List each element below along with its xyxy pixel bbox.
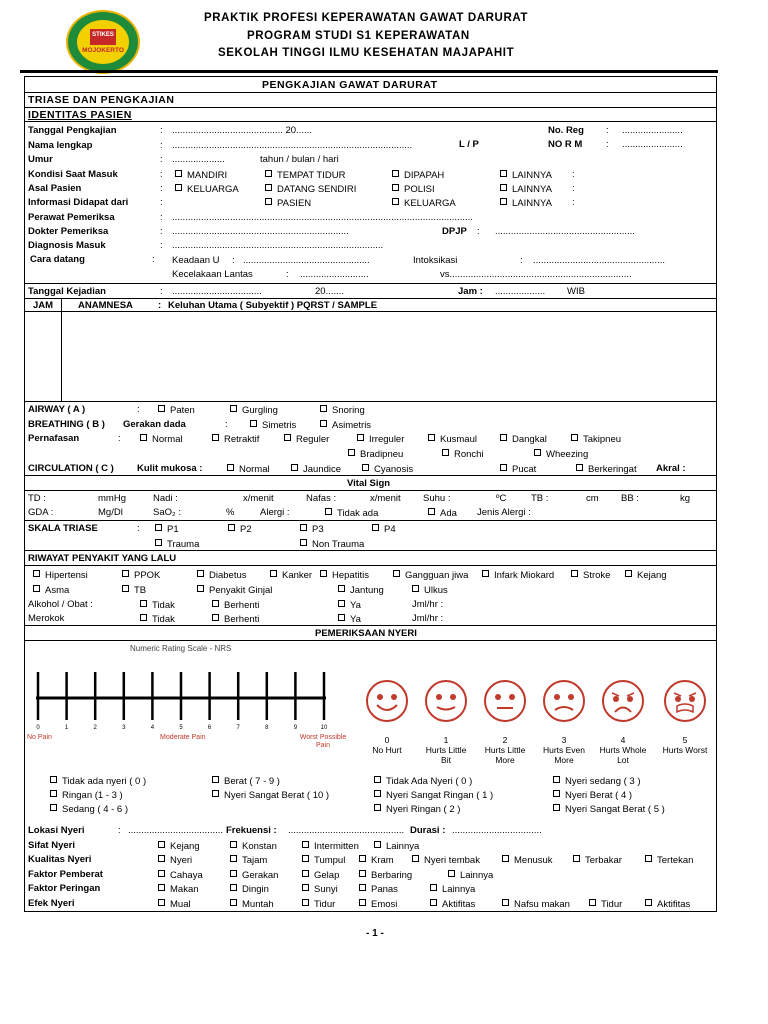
nyeri-opt-ringan[interactable]: Ringan (1 - 3 ) (50, 790, 123, 801)
kejadian-field[interactable]: .................................. (172, 286, 262, 297)
identitas-title: IDENTITAS PASIEN (28, 109, 132, 121)
face-4-caption: 4 Hurts Whole Lot (599, 735, 647, 765)
asal-label: Asal Pasien (28, 183, 82, 194)
pernafasan-opt-3[interactable]: Reguler (284, 434, 329, 445)
col-anamnesa: ANAMNESA (78, 300, 133, 311)
umur-label: Umur (28, 154, 53, 165)
nyeri-title: PEMERIKSAAN NYERI (315, 628, 417, 639)
noreg-label: No. Reg (548, 125, 584, 136)
norm-label: NO R M (548, 139, 583, 150)
nafas-label: Nafas : (306, 493, 337, 504)
airway-opt-1[interactable]: Paten (158, 405, 195, 416)
header-line-3: SEKOLAH TINGGI ILMU KESEHATAN MAJAPAHIT (218, 47, 515, 59)
nrs-tick-labels (36, 725, 328, 730)
circulation-label: CIRCULATION ( C ) (28, 463, 114, 474)
alkohol-opt-tidak[interactable]: Tidak (140, 600, 175, 611)
info-label: Informasi Didapat dari (28, 197, 129, 208)
riwayat-opt-jantung[interactable]: Jantung (338, 585, 384, 596)
merokok-opt-ya[interactable]: Ya (338, 614, 361, 625)
vs-field[interactable]: vs..................................................................... (440, 269, 632, 280)
dpjp-field[interactable]: ..................................................... (495, 226, 635, 237)
sifat-opt-1[interactable]: Kejang (158, 841, 200, 852)
asal-opt-4[interactable]: LAINNYA (500, 184, 552, 195)
nyeri-face-opt-1[interactable]: Nyeri Sangat Ringan ( 1 ) (374, 790, 493, 801)
nyeri-face-opt-5[interactable]: Nyeri Sangat Berat ( 5 ) (553, 804, 665, 815)
skala-opt-trauma[interactable]: Trauma (155, 539, 199, 550)
face-0-caption: 0 No Hurt (372, 735, 402, 755)
riwayat-opt-hepatitis[interactable]: Hepatitis (320, 570, 369, 581)
nrs-high-label: Worst Possible Pain (299, 734, 347, 750)
nadi-unit: x/menit (243, 493, 274, 504)
kulit-opt-5[interactable]: Berkeringat (576, 464, 637, 475)
pemberat-opt-1[interactable]: Cahaya (158, 870, 203, 881)
kulit-opt-2[interactable]: Jaundice (291, 464, 341, 475)
face-5-icon[interactable] (664, 680, 706, 722)
suhu-unit: ºC (496, 493, 507, 504)
nrs-tick-label-7: 7 (236, 725, 240, 730)
nyeri-face-opt-3[interactable]: Nyeri sedang ( 3 ) (553, 776, 641, 787)
jam-label: Jam : (458, 286, 483, 297)
dokter-field[interactable]: ................................................................... (172, 226, 349, 237)
kondisi-label: Kondisi Saat Masuk (28, 169, 118, 180)
pernafasan-opt-5[interactable]: Kusmaul (428, 434, 477, 445)
kecelakaan-label: Kecelakaan Lantas (172, 269, 253, 280)
intoks-field[interactable]: .................................................. (533, 255, 665, 266)
nyeri-face-opt-2[interactable]: Nyeri Ringan ( 2 ) (374, 804, 460, 815)
info-opt-1[interactable]: PASIEN (265, 198, 311, 209)
pemberat-opt-4[interactable]: Berbaring (359, 870, 412, 881)
triase-title: TRIASE DAN PENGKAJIAN (28, 94, 175, 106)
kulit-opt-1[interactable]: Normal (227, 464, 270, 475)
nrs-tick-label-9: 9 (293, 725, 298, 730)
face-1-caption: 1 Hurts Little Bit (425, 735, 467, 765)
kondisi-opt-1[interactable]: MANDIRI (175, 170, 227, 181)
nrs-tick-label-5: 5 (179, 725, 183, 730)
sao2-unit: % (226, 507, 235, 518)
pernafasan-opt-6[interactable]: Dangkal (500, 434, 547, 445)
skala-label: SKALA TRIASE (28, 523, 98, 534)
kualitas-label: Kualitas Nyeri (28, 854, 92, 865)
peringan-opt-2[interactable]: Dingin (230, 884, 269, 895)
riwayat-opt-kejang[interactable]: Kejang (625, 570, 667, 581)
kondisi-opt-3[interactable]: DIPAPAH (392, 170, 444, 181)
face-2-icon[interactable] (484, 680, 526, 722)
pernafasan-opt-7[interactable]: Takipneu (571, 434, 621, 445)
efek-opt-2[interactable]: Muntah (230, 899, 274, 910)
nyeri-face-opt-4[interactable]: Nyeri Berat ( 4 ) (553, 790, 632, 801)
lokasi-label: Lokasi Nyeri (28, 825, 85, 836)
pernafasan-opt-4[interactable]: Irreguler (357, 434, 404, 445)
info-opt-3[interactable]: LAINNYA (500, 198, 552, 209)
akral-label: Akral : (656, 463, 686, 474)
sao2-label: SaO₂ : (153, 507, 181, 518)
efek-opt-8[interactable]: Aktifitas (645, 899, 690, 910)
sifat-opt-2[interactable]: Konstan (230, 841, 277, 852)
alergi-opt-2[interactable]: Ada (428, 508, 457, 519)
durasi-label: Durasi : (410, 825, 446, 836)
col-jam: JAM (33, 300, 54, 311)
sifat-opt-3[interactable]: Intermitten (302, 841, 359, 852)
nrs-mid-label: Moderate Pain (160, 734, 206, 741)
pernafasan-opt-10[interactable]: Wheezing (534, 449, 588, 460)
pernafasan-opt-8[interactable]: Bradipneu (348, 449, 403, 460)
gda-label: GDA : (28, 507, 54, 518)
face-3-caption: 3 Hurts Even More (542, 735, 586, 765)
nyeri-opt-berat[interactable]: Berat ( 7 - 9 ) (212, 776, 280, 787)
td-label: TD : (28, 493, 46, 504)
bb-label: BB : (621, 493, 639, 504)
kejadian-year[interactable]: 20....... (315, 286, 345, 297)
pernafasan-label: Pernafasan (28, 433, 80, 444)
alergi-label: Alergi : (260, 507, 290, 518)
suhu-label: Suhu : (423, 493, 451, 504)
airway-opt-3[interactable]: Snoring (320, 405, 365, 416)
riwayat-opt-gangguan-jiwa[interactable]: Gangguan jiwa (393, 570, 468, 581)
kulit-label: Kulit mukosa : (137, 463, 203, 474)
kecelakaan-field[interactable]: .......................... (300, 269, 369, 280)
alkohol-opt-berhenti[interactable]: Berhenti (212, 600, 259, 611)
riwayat-opt-ppok[interactable]: PPOK (122, 570, 160, 581)
keadaan-field[interactable]: ................................................ (243, 255, 370, 266)
skala-opt-nontrauma[interactable]: Non Trauma (300, 539, 364, 550)
kualitas-opt-2[interactable]: Tajam (230, 855, 267, 866)
riwayat-opt-diabetus[interactable]: Diabetus (197, 570, 247, 581)
dokter-label: Dokter Pemeriksa (28, 226, 109, 237)
col-keluhan: Keluhan Utama ( Subyektif ) PQRST / SAMPLE (168, 300, 378, 311)
nafas-unit: x/menit (370, 493, 401, 504)
mmhg-unit: mmHg (98, 493, 126, 504)
diagnosis-field[interactable]: ................................................................................ (172, 240, 384, 251)
nrs-low-label: No Pain (27, 734, 52, 741)
norm-field[interactable]: ....................... (622, 139, 683, 150)
efek-opt-6[interactable]: Nafsu makan (502, 899, 570, 910)
face-4-icon[interactable] (602, 680, 644, 722)
alergi-opt-1[interactable]: Tidak ada (325, 508, 378, 519)
nadi-label: Nadi : (153, 493, 178, 504)
logo (66, 10, 140, 74)
face-1-icon[interactable] (425, 680, 467, 722)
kualitas-opt-6[interactable]: Menusuk (502, 855, 553, 866)
pemberat-opt-2[interactable]: Gerakan (230, 870, 278, 881)
gerakan-opt-2[interactable]: Asimetris (320, 420, 371, 431)
kualitas-opt-4[interactable]: Kram (359, 855, 394, 866)
keadaan-label: Keadaan U (172, 255, 220, 266)
riwayat-opt-ginjal[interactable]: Penyakit Ginjal (197, 585, 272, 596)
nyeri-opt-sedang[interactable]: Sedang ( 4 - 6 ) (50, 804, 128, 815)
asal-opt-3[interactable]: POLISI (392, 184, 435, 195)
peringan-opt-5[interactable]: Lainnya (430, 884, 475, 895)
merokok-opt-berhenti[interactable]: Berhenti (212, 614, 259, 625)
merokok-label: Merokok (28, 613, 65, 624)
logo-bottom-text: MOJOKERTO (82, 47, 124, 54)
asal-opt-1[interactable]: KELUARGA (175, 184, 239, 195)
pemberat-opt-3[interactable]: Gelap (302, 870, 339, 881)
kejadian-label: Tanggal Kejadian (28, 286, 106, 297)
header-line-1: PRAKTIK PROFESI KEPERAWATAN GAWAT DARURAT (204, 12, 529, 24)
umur-field[interactable]: .................... (172, 154, 225, 165)
frekuensi-label: Frekuensi : (226, 825, 277, 836)
nyeri-opt-sangat-berat[interactable]: Nyeri Sangat Berat ( 10 ) (212, 790, 329, 801)
nama-field[interactable]: ........................................................................................... (172, 140, 413, 151)
face-5-caption: 5 Hurts Worst (662, 735, 708, 755)
face-2-caption: 2 Hurts Little More (484, 735, 526, 765)
kualitas-opt-3[interactable]: Tumpul (302, 855, 345, 866)
efek-opt-3[interactable]: Tidur (302, 899, 335, 910)
gda-unit: Mg/Dl (98, 507, 123, 518)
riwayat-opt-kanker[interactable]: Kanker (270, 570, 312, 581)
sifat-opt-4[interactable]: Lainnya (374, 841, 419, 852)
breathing-label: BREATHING ( B ) (28, 419, 105, 430)
gerakan-label: Gerakan dada (123, 419, 186, 430)
kualitas-opt-5[interactable]: Nyeri tembak (412, 855, 480, 866)
asal-opt-2[interactable]: DATANG SENDIRI (265, 184, 356, 195)
jam-field[interactable]: ................... (495, 286, 546, 297)
efek-opt-7[interactable]: Tidur (589, 899, 622, 910)
skala-opt-p3[interactable]: P3 (300, 524, 324, 535)
pemberat-opt-5[interactable]: Lainnya (448, 870, 493, 881)
sifat-label: Sifat Nyeri (28, 840, 75, 851)
alkohol-jml[interactable]: Jml/hr : (412, 599, 444, 610)
bb-unit: kg (680, 493, 691, 504)
riwayat-opt-asma[interactable]: Asma (33, 585, 69, 596)
riwayat-opt-ulkus[interactable]: Ulkus (412, 585, 448, 596)
efek-opt-1[interactable]: Mual (158, 899, 191, 910)
nrs-title: Numeric Rating Scale - NRS (130, 644, 232, 653)
nrs-ticks (38, 672, 324, 720)
nrs-tick-label-6: 6 (207, 725, 212, 730)
umur-units: tahun / bulan / hari (260, 154, 339, 165)
peringan-opt-1[interactable]: Makan (158, 884, 199, 895)
merokok-opt-tidak[interactable]: Tidak (140, 614, 175, 625)
nrs-tick-label-1: 1 (64, 725, 69, 730)
alkohol-label: Alkohol / Obat : (28, 599, 93, 610)
info-opt-2[interactable]: KELUARGA (392, 198, 456, 209)
dpjp-label: DPJP (442, 226, 467, 237)
nama-label: Nama lengkap (28, 140, 93, 151)
riwayat-opt-hipertensi[interactable]: Hipertensi (33, 570, 88, 581)
skala-opt-p4[interactable]: P4 (372, 524, 396, 535)
lokasi-field[interactable]: .................................... (128, 825, 224, 836)
face-0-icon[interactable] (366, 680, 408, 722)
nrs-tick-label-10: 10 (320, 725, 328, 730)
page-number: - 1 - (366, 928, 384, 939)
efek-label: Efek Nyeri (28, 898, 75, 909)
kulit-opt-4[interactable]: Pucat (500, 464, 536, 475)
riwayat-title: RIWAYAT PENYAKIT YANG LALU (28, 553, 177, 564)
kulit-opt-3[interactable]: Cyanosis (362, 464, 413, 475)
peringan-opt-4[interactable]: Panas (359, 884, 398, 895)
wib-label: WIB (567, 286, 585, 297)
skala-opt-p1[interactable]: P1 (155, 524, 179, 535)
efek-opt-4[interactable]: Emosi (359, 899, 397, 910)
lp-label[interactable]: L / P (459, 139, 479, 150)
kualitas-opt-1[interactable]: Nyeri (158, 855, 192, 866)
nrs-scale (30, 668, 340, 730)
kondisi-opt-4[interactable]: LAINNYA (500, 170, 552, 181)
kondisi-opt-2[interactable]: TEMPAT TIDUR (265, 170, 345, 181)
nyeri-face-opt-0[interactable]: Tidak Ada Nyeri ( 0 ) (374, 776, 472, 787)
efek-opt-5[interactable]: Aktifitas (430, 899, 475, 910)
face-3-icon[interactable] (543, 680, 585, 722)
nrs-tick-label-3: 3 (122, 725, 126, 730)
nrs-tick-label-4: 4 (150, 725, 155, 730)
airway-opt-2[interactable]: Gurgling (230, 405, 278, 416)
kualitas-opt-8[interactable]: Tertekan (645, 855, 693, 866)
riwayat-opt-tb[interactable]: TB (122, 585, 146, 596)
vital-title: Vital Sign (347, 478, 391, 489)
tanggal-field[interactable]: .......................................... 20...... (172, 125, 312, 136)
riwayat-opt-stroke[interactable]: Stroke (571, 570, 610, 581)
frekuensi-field[interactable]: ............................................ (288, 825, 405, 836)
merokok-jml[interactable]: Jml/hr : (412, 613, 444, 624)
alkohol-opt-ya[interactable]: Ya (338, 600, 361, 611)
kualitas-opt-7[interactable]: Terbakar (573, 855, 622, 866)
gerakan-opt-1[interactable]: Simetris (250, 420, 296, 431)
nyeri-opt-tidak-ada[interactable]: Tidak ada nyeri ( 0 ) (50, 776, 146, 787)
pernafasan-opt-2[interactable]: Retraktif (212, 434, 259, 445)
logo-text: STIKES (92, 32, 114, 38)
durasi-field[interactable]: .................................. (452, 825, 542, 836)
perawat-label: Perawat Pemeriksa (28, 212, 115, 223)
header-line-2: PROGRAM STUDI S1 KEPERAWATAN (247, 30, 470, 42)
perawat-field[interactable]: .................................................................................................................. (172, 212, 473, 223)
diagnosis-label: Diagnosis Masuk (28, 240, 106, 251)
airway-label: AIRWAY ( A ) (28, 404, 86, 415)
intoks-label: Intoksikasi (413, 255, 458, 266)
pernafasan-opt-1[interactable]: Normal (140, 434, 183, 445)
peringan-label: Faktor Peringan (28, 883, 101, 894)
tanggal-label: Tanggal Pengkajian (28, 125, 117, 136)
pemberat-label: Faktor Pemberat (28, 869, 103, 880)
pernafasan-opt-9[interactable]: Ronchi (442, 449, 484, 460)
tb-label: TB : (531, 493, 549, 504)
nrs-tick-label-8: 8 (265, 725, 269, 730)
skala-opt-p2[interactable]: P2 (228, 524, 252, 535)
jenis-alergi-label: Jenis Alergi : (477, 507, 531, 518)
anamnesa-area[interactable] (63, 313, 715, 401)
cara-label: Cara datang (30, 254, 85, 265)
nrs-tick-label-2: 2 (93, 725, 97, 730)
peringan-opt-3[interactable]: Sunyi (302, 884, 338, 895)
tb-unit: cm (586, 493, 599, 504)
form-title: PENGKAJIAN GAWAT DARURAT (262, 79, 438, 91)
noreg-field[interactable]: ....................... (622, 125, 683, 136)
riwayat-opt-infark[interactable]: Infark Miokard (482, 570, 554, 581)
nrs-tick-label-0: 0 (36, 725, 40, 730)
